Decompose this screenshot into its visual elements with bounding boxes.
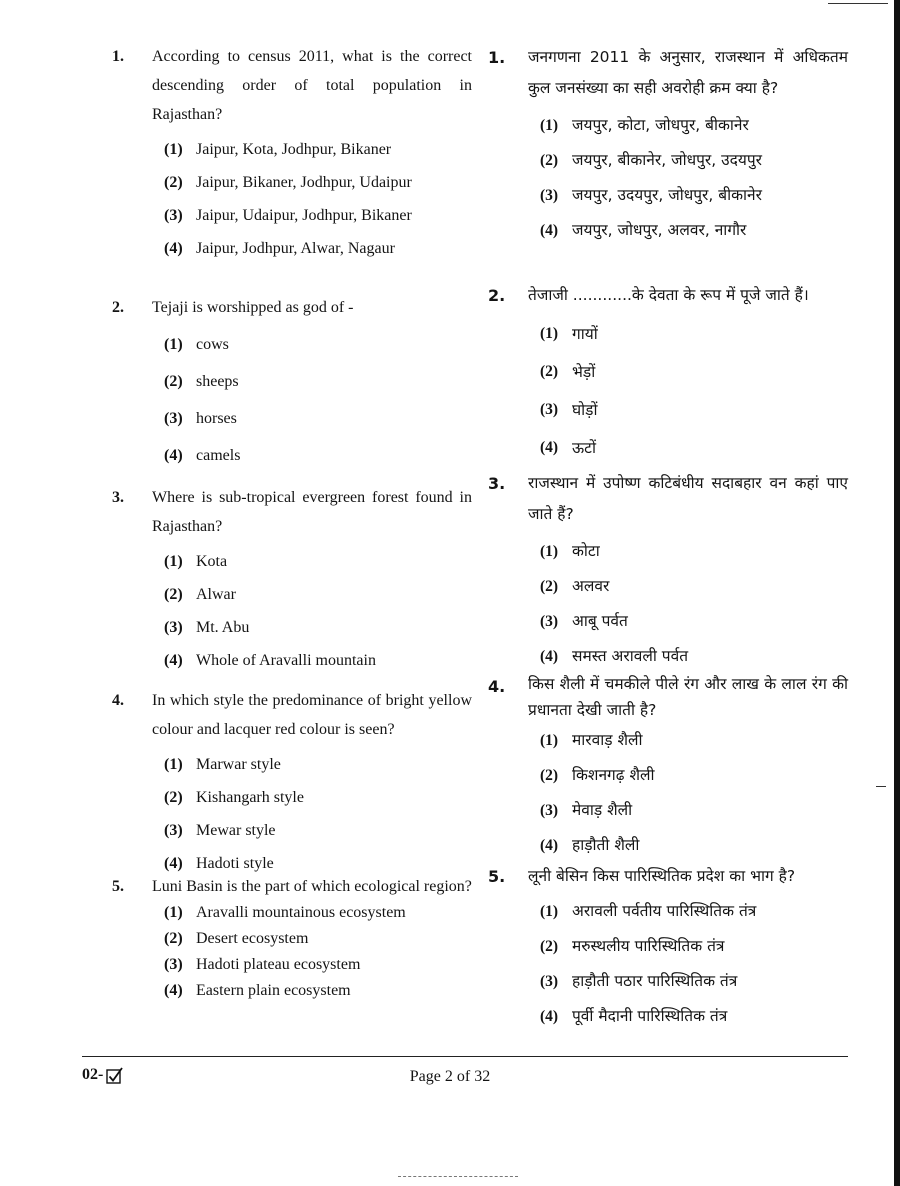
question-text: तेजाजी ............के देवता के रूप में पूजे जाते हैं। — [528, 286, 809, 304]
option-text: मारवाड़ शैली — [572, 731, 643, 749]
option — [540, 315, 848, 353]
option-text: किशनगढ़ शैली — [572, 766, 655, 784]
option-number: (3) — [164, 956, 183, 973]
option-text: Marwar style — [196, 756, 281, 773]
footer-divider — [82, 1056, 848, 1057]
option-text: Kota — [196, 553, 228, 570]
option-number: (3) — [164, 822, 183, 839]
option — [164, 545, 472, 578]
option-number: (4) — [164, 982, 183, 999]
option — [540, 793, 848, 828]
option — [540, 929, 848, 964]
option-text: Hadoti style — [196, 855, 274, 872]
option — [540, 391, 848, 429]
option-number: (3) — [540, 802, 559, 819]
question-4-hi — [488, 671, 848, 861]
option — [164, 437, 472, 474]
option-number: (3) — [540, 187, 559, 204]
question-text: राजस्थान में उपोष्ण कटिबंधीय सदाबहार वन कहां पाए जाते हैं? — [528, 474, 848, 523]
question-text: In which style the predominance of bright yellow colour and lacquer red colour is seen? — [152, 692, 472, 738]
question-number: 5. — [488, 867, 506, 886]
option-text: cows — [196, 336, 229, 353]
option-text: अलवर — [572, 577, 610, 595]
option — [540, 894, 848, 929]
question-text: किस शैली में चमकीले पीले रंग और लाख के लाल रंग की प्रधानता देखी जाती है? — [528, 675, 848, 719]
option — [164, 978, 472, 1004]
option — [540, 213, 848, 248]
options-list — [540, 108, 848, 248]
option-number: (4) — [540, 222, 559, 239]
option-text: Jaipur, Kota, Jodhpur, Bikaner — [196, 141, 392, 158]
option — [540, 429, 848, 467]
option-number: (1) — [540, 732, 559, 749]
option — [164, 611, 472, 644]
option-number: (1) — [164, 553, 183, 570]
option-number: (1) — [540, 903, 559, 920]
option-number: (2) — [164, 930, 183, 947]
option-number: (1) — [540, 117, 559, 134]
question-5-en — [112, 876, 472, 1004]
question-number: 1. — [112, 48, 124, 65]
question-number: 3. — [112, 489, 124, 506]
option-number: (2) — [540, 938, 559, 955]
hindi-column — [488, 42, 848, 1034]
options-list — [540, 723, 848, 863]
question-text: जनगणना 2011 के अनुसार, राजस्थान में अधिकतम कुल जनसंख्या का सही अवरोही क्रम क्या है? — [528, 48, 848, 97]
option-text: मरुस्थलीय पारिस्थितिक तंत्र — [572, 937, 725, 955]
option-text: Whole of Aravalli mountain — [196, 652, 376, 669]
option-number: (2) — [540, 152, 559, 169]
option-number: (1) — [164, 141, 183, 158]
option-number: (2) — [164, 586, 183, 603]
question-number: 2. — [488, 286, 506, 305]
english-column — [112, 42, 472, 1004]
option-text: sheeps — [196, 373, 239, 390]
option — [540, 353, 848, 391]
question-1-en — [112, 42, 472, 293]
question-3-en — [112, 483, 472, 686]
options-list — [164, 545, 472, 677]
option-text: घोड़ों — [572, 401, 598, 419]
options-list — [164, 326, 472, 474]
option — [540, 999, 848, 1034]
option — [164, 814, 472, 847]
option-number: (1) — [164, 904, 183, 921]
option-number: (4) — [540, 837, 559, 854]
question-2-hi — [488, 280, 848, 468]
option-number: (1) — [540, 325, 559, 342]
question-5-hi — [488, 861, 848, 1034]
option — [164, 199, 472, 232]
option — [540, 964, 848, 999]
question-text: Luni Basin is the part of which ecological region? — [152, 878, 472, 895]
option-number: (3) — [164, 410, 183, 427]
option — [540, 143, 848, 178]
option-number: (4) — [540, 1008, 559, 1025]
question-4-en — [112, 686, 472, 876]
option-text: Eastern plain ecosystem — [196, 982, 351, 999]
option-number: (3) — [164, 619, 183, 636]
option-text: हाड़ौती पठार पारिस्थितिक तंत्र — [572, 972, 738, 990]
option — [540, 178, 848, 213]
option-text: Mewar style — [196, 822, 276, 839]
option — [540, 828, 848, 863]
option — [164, 363, 472, 400]
option-text: Mt. Abu — [196, 619, 250, 636]
question-number: 1. — [488, 48, 506, 67]
option-text: आबू पर्वत — [572, 612, 628, 630]
option-number: (4) — [164, 652, 183, 669]
question-text: Where is sub-tropical evergreen forest found in Rajasthan? — [152, 489, 472, 535]
scan-mark — [828, 3, 888, 4]
question-number: 4. — [112, 692, 124, 709]
option — [540, 604, 848, 639]
option-text: गायों — [572, 325, 598, 343]
question-number: 5. — [112, 878, 124, 895]
option-number: (1) — [164, 756, 183, 773]
option-number: (4) — [164, 855, 183, 872]
option-number: (2) — [164, 373, 183, 390]
option-text: camels — [196, 447, 241, 464]
option-text: ऊटों — [572, 439, 596, 457]
option-number: (1) — [540, 543, 559, 560]
scan-mark — [876, 786, 886, 787]
option — [540, 108, 848, 143]
option-text: कोटा — [572, 542, 600, 560]
option-text: Jaipur, Bikaner, Jodhpur, Udaipur — [196, 174, 412, 191]
option — [164, 578, 472, 611]
option-text: Aravalli mountainous ecosystem — [196, 904, 406, 921]
question-text: Tejaji is worshipped as god of - — [152, 299, 354, 316]
option — [540, 569, 848, 604]
option-number: (4) — [540, 648, 559, 665]
option-number: (2) — [164, 789, 183, 806]
option-text: समस्त अरावली पर्वत — [572, 647, 689, 665]
option — [164, 166, 472, 199]
option — [540, 723, 848, 758]
option-text: मेवाड़ शैली — [572, 801, 633, 819]
option-text: जयपुर, उदयपुर, जोधपुर, बीकानेर — [572, 186, 762, 204]
option-text: Alwar — [196, 586, 236, 603]
option-text: जयपुर, कोटा, जोधपुर, बीकानेर — [572, 116, 749, 134]
option-number: (3) — [540, 973, 559, 990]
option-text: जयपुर, जोधपुर, अलवर, नागौर — [572, 221, 747, 239]
scan-mark — [398, 1176, 518, 1177]
option — [164, 326, 472, 363]
option — [540, 534, 848, 569]
options-list — [164, 748, 472, 880]
option-number: (3) — [540, 613, 559, 630]
question-text: According to census 2011, what is the correct descending order of total population in Rajasthan? — [152, 48, 472, 123]
booklet-code-text: 02- — [82, 1066, 104, 1083]
question-number: 2. — [112, 299, 124, 316]
option-text: जयपुर, बीकानेर, जोधपुर, उदयपुर — [572, 151, 762, 169]
question-text: लूनी बेसिन किस पारिस्थितिक प्रदेश का भाग है? — [528, 867, 796, 885]
options-list — [164, 900, 472, 1004]
option — [164, 748, 472, 781]
option — [164, 781, 472, 814]
option-text: Jaipur, Udaipur, Jodhpur, Bikaner — [196, 207, 412, 224]
question-number: 3. — [488, 474, 506, 493]
options-list — [540, 315, 848, 467]
question-2-en — [112, 293, 472, 483]
option — [164, 133, 472, 166]
option-text: भेड़ों — [572, 363, 596, 381]
option — [164, 400, 472, 437]
option — [164, 232, 472, 265]
option — [164, 644, 472, 677]
options-list — [164, 133, 472, 265]
option-number: (4) — [164, 240, 183, 257]
option-number: (2) — [164, 174, 183, 191]
option — [164, 926, 472, 952]
option-number: (2) — [540, 363, 559, 380]
options-list — [540, 894, 848, 1034]
option-text: Hadoti plateau ecosystem — [196, 956, 361, 973]
option-number: (2) — [540, 767, 559, 784]
option-text: हाड़ौती शैली — [572, 836, 640, 854]
option — [164, 952, 472, 978]
option-text: अरावली पर्वतीय पारिस्थितिक तंत्र — [572, 902, 757, 920]
question-1-hi — [488, 42, 848, 280]
option-text: पूर्वी मैदानी पारिस्थितिक तंत्र — [572, 1007, 728, 1025]
option-number: (1) — [164, 336, 183, 353]
scan-edge — [894, 0, 900, 1186]
question-3-hi — [488, 468, 848, 671]
page-number: Page 2 of 32 — [409, 1068, 491, 1085]
option-text: horses — [196, 410, 237, 427]
option-text: Kishangarh style — [196, 789, 304, 806]
option — [540, 758, 848, 793]
question-number: 4. — [488, 677, 506, 696]
option — [164, 900, 472, 926]
option-text: Desert ecosystem — [196, 930, 309, 947]
option-number: (4) — [540, 439, 559, 456]
option-number: (2) — [540, 578, 559, 595]
options-list — [540, 534, 848, 674]
option-text: Jaipur, Jodhpur, Alwar, Nagaur — [196, 240, 395, 257]
option — [540, 639, 848, 674]
option-number: (4) — [164, 447, 183, 464]
option-number: (3) — [540, 401, 559, 418]
option-number: (3) — [164, 207, 183, 224]
